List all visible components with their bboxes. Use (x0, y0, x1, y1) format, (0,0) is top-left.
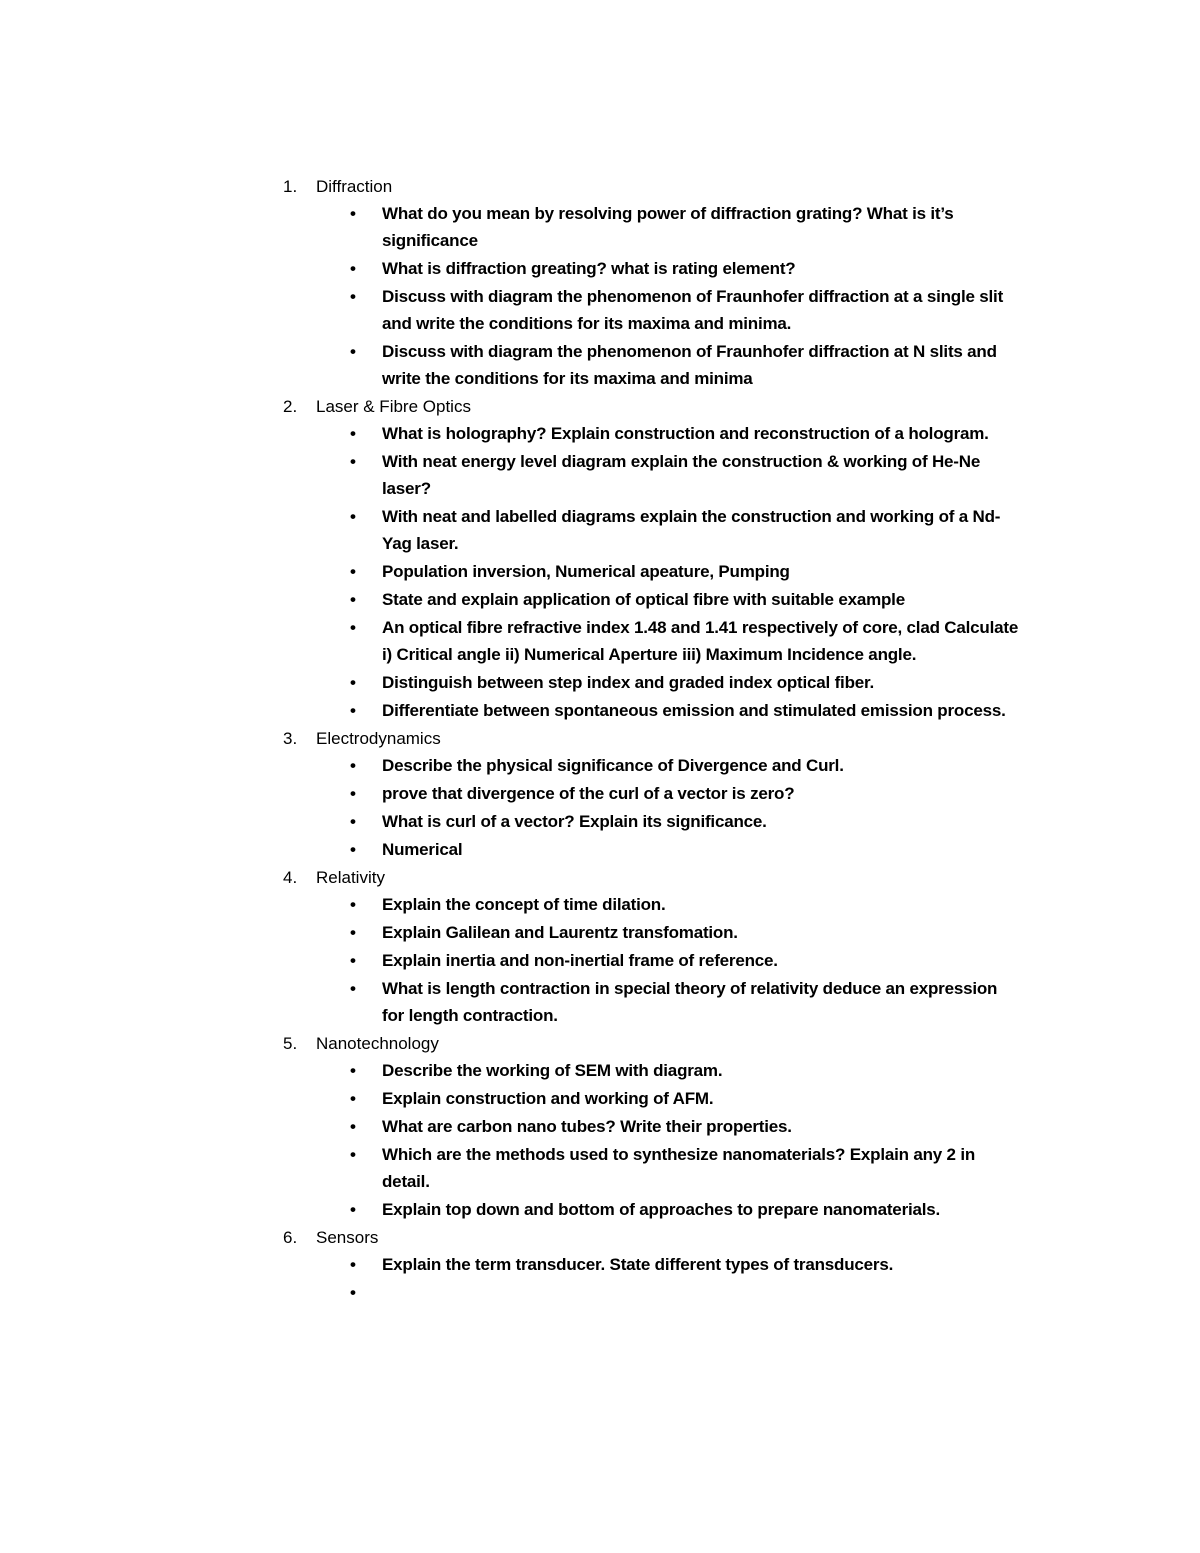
question-text: Describe the physical significance of Divergence and Curl. (382, 756, 844, 775)
question-items (283, 1057, 1023, 1223)
question-text: Explain inertia and non-inertial frame of reference. (382, 951, 778, 970)
bullet-icon: • (350, 1145, 356, 1164)
question-text: Explain top down and bottom of approaches to prepare nanomaterials. (382, 1200, 941, 1219)
bullet-icon: • (350, 590, 356, 609)
list-item (283, 448, 1023, 502)
question-text (382, 1279, 1022, 1306)
section-number: 2. (283, 397, 298, 416)
list-item (283, 891, 1023, 918)
section-heading (283, 1030, 1023, 1057)
question-text: State and explain application of optical fibre with suitable example (382, 590, 905, 609)
list-item (283, 338, 1023, 392)
bullet-icon: • (350, 756, 356, 775)
question-items (283, 891, 1023, 1029)
list-item (283, 1279, 1023, 1306)
list-item (283, 669, 1023, 696)
list-item (283, 255, 1023, 282)
question-text: Explain construction and working of AFM. (382, 1089, 714, 1108)
question-text: Discuss with diagram the phenomenon of Fraunhofer diffraction at a single slit and write the conditions for its maxima and minima. (382, 287, 1004, 333)
question-text: Explain the term transducer. State different types of transducers. (382, 1255, 894, 1274)
question-items (283, 1251, 1023, 1306)
list-item (283, 558, 1023, 585)
section-number: 4. (283, 868, 298, 887)
bullet-icon: • (350, 1255, 356, 1274)
section-title: Sensors (316, 1228, 379, 1247)
bullet-icon: • (350, 342, 356, 361)
section-nanotechnology (283, 1030, 1023, 1223)
list-item (283, 836, 1023, 863)
list-item (283, 1141, 1023, 1195)
list-item (283, 1085, 1023, 1112)
section-number: 3. (283, 729, 298, 748)
bullet-icon: • (350, 923, 356, 942)
question-text: What is curl of a vector? Explain its significance. (382, 812, 767, 831)
question-text: An optical fibre refractive index 1.48 and 1.41 respectively of core, clad Calculate i) Critical angle ii) Numerical Aperture iii) Maximum Incidence angle. (382, 618, 1019, 664)
bullet-icon: • (350, 204, 356, 223)
question-text: prove that divergence of the curl of a vector is zero? (382, 784, 795, 803)
list-item (283, 614, 1023, 668)
question-text: Describe the working of SEM with diagram. (382, 1061, 723, 1080)
list-item (283, 947, 1023, 974)
bullet-icon: • (350, 1200, 356, 1219)
question-text: With neat and labelled diagrams explain the construction and working of a Nd-Yag laser. (382, 507, 1001, 553)
list-item (283, 1196, 1023, 1223)
section-title: Diffraction (316, 177, 393, 196)
question-items (283, 752, 1023, 863)
section-diffraction (283, 173, 1023, 392)
section-electrodynamics (283, 725, 1023, 863)
list-item (283, 1057, 1023, 1084)
list-item (283, 1251, 1023, 1278)
bullet-icon: • (350, 979, 356, 998)
question-list (283, 173, 1023, 1307)
list-item (283, 808, 1023, 835)
question-text: Discuss with diagram the phenomenon of Fraunhofer diffraction at N slits and write the conditions for its maxima and minima (382, 342, 997, 388)
question-items (283, 200, 1023, 392)
bullet-icon: • (350, 812, 356, 831)
question-text: What is diffraction greating? what is rating element? (382, 259, 796, 278)
list-item (283, 200, 1023, 254)
bullet-icon: • (350, 618, 356, 637)
question-text: What are carbon nano tubes? Write their properties. (382, 1117, 792, 1136)
list-item (283, 697, 1023, 724)
section-title: Relativity (316, 868, 385, 887)
section-heading (283, 393, 1023, 420)
question-text: What is holography? Explain construction and reconstruction of a hologram. (382, 424, 989, 443)
question-text: Numerical (382, 840, 463, 859)
question-text: Differentiate between spontaneous emission and stimulated emission process. (382, 701, 1006, 720)
section-title: Nanotechnology (316, 1034, 439, 1053)
question-text: Explain the concept of time dilation. (382, 895, 666, 914)
bullet-icon: • (350, 951, 356, 970)
bullet-icon: • (350, 259, 356, 278)
bullet-icon: • (350, 1089, 356, 1108)
bullet-icon: • (350, 1061, 356, 1080)
bullet-icon: • (350, 1117, 356, 1136)
section-laser-fibre-optics (283, 393, 1023, 724)
bullet-icon: • (350, 424, 356, 443)
section-number: 5. (283, 1034, 298, 1053)
bullet-icon: • (350, 784, 356, 803)
section-number: 6. (283, 1228, 298, 1247)
question-text: What is length contraction in special theory of relativity deduce an expression for length contraction. (382, 979, 998, 1025)
list-item (283, 780, 1023, 807)
question-text: Which are the methods used to synthesize nanomaterials? Explain any 2 in detail. (382, 1145, 976, 1191)
list-item (283, 975, 1023, 1029)
bullet-icon: • (350, 1283, 356, 1302)
question-text: Population inversion, Numerical apeature, Pumping (382, 562, 790, 581)
list-item (283, 919, 1023, 946)
section-title: Laser & Fibre Optics (316, 397, 471, 416)
section-heading (283, 1224, 1023, 1251)
section-number: 1. (283, 177, 298, 196)
list-item (283, 586, 1023, 613)
list-item (283, 420, 1023, 447)
question-text: With neat energy level diagram explain the construction & working of He-Ne laser? (382, 452, 981, 498)
list-item (283, 1113, 1023, 1140)
section-heading (283, 725, 1023, 752)
bullet-icon: • (350, 507, 356, 526)
bullet-icon: • (350, 452, 356, 471)
section-heading (283, 173, 1023, 200)
question-text: Explain Galilean and Laurentz transfomation. (382, 923, 738, 942)
bullet-icon: • (350, 562, 356, 581)
section-relativity (283, 864, 1023, 1029)
bullet-icon: • (350, 895, 356, 914)
section-title: Electrodynamics (316, 729, 441, 748)
question-text: What do you mean by resolving power of diffraction grating? What is it’s significance (382, 204, 954, 250)
bullet-icon: • (350, 840, 356, 859)
list-item (283, 283, 1023, 337)
bullet-icon: • (350, 673, 356, 692)
list-item (283, 503, 1023, 557)
section-sensors (283, 1224, 1023, 1306)
bullet-icon: • (350, 701, 356, 720)
question-text: Distinguish between step index and graded index optical fiber. (382, 673, 875, 692)
question-items (283, 420, 1023, 724)
bullet-icon: • (350, 287, 356, 306)
section-heading (283, 864, 1023, 891)
list-item (283, 752, 1023, 779)
